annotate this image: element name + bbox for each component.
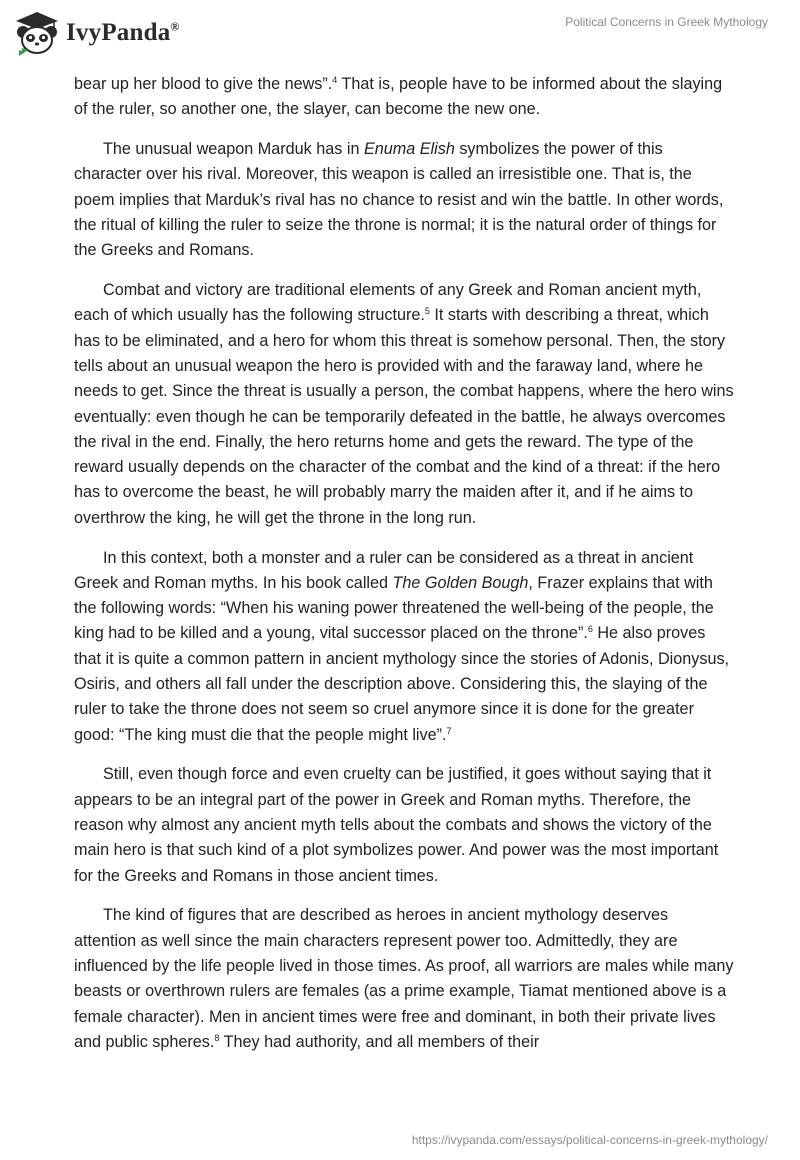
brand-name: IvyPanda® bbox=[66, 19, 180, 46]
italic-title: Enuma Elish bbox=[363, 140, 455, 159]
page-header bbox=[0, 0, 800, 66]
paragraph-6: The kind of figures that are described as heroes in ancient mythology deserves attention as well since the main characters represent power too. Admittedly, they are influenced by the life people lived in those times. As proof, all warriors are males while many beasts or overthrown rulers are females (as a prime example, Tiamat mentioned above is a female character). Men in ancient times were free and dominant, in both their private lives and public spheres.$^8$ They had authority, and all members of their bbox=[74, 906, 734, 1051]
paragraph-5: Still, even though force and even cruelty can be justified, it goes without saying that it appears to be an integral part of the power in Greek and Roman myths. Therefore, the reason why almost any ancient myth tells about the combats and shows the victory of the main hero is that such kind of a plot symbolizes power. And power was the most important for the Greeks and Romans in those ancient times. bbox=[74, 765, 719, 885]
footnote-ref-5[interactable]: 5 bbox=[424, 306, 430, 317]
paragraph-1: bear up her blood to give the news”.$^4$ That is, people have to be informed about the slaying of the ruler, so another one, the slayer, can become the new one. bbox=[74, 75, 723, 119]
paragraph-2: The unusual weapon Marduk has in Enuma Elish symbolizes the power of this character over his rival. Moreover, this weapon is called an irresistible one. That is, the poem implies that Marduk’s rival has no chance to resist and win the battle. In other words, the ritual of killing the ruler to seize the throne is normal; it is the natural order of things for the Greeks and Romans. bbox=[74, 140, 724, 260]
footnote-ref-4[interactable]: 4 bbox=[332, 75, 338, 85]
footnote-ref-7[interactable]: 7 bbox=[446, 725, 452, 736]
source-url[interactable]: https://ivypanda.com/essays/political-concerns-in-greek-mythology/ bbox=[411, 1133, 768, 1147]
panda-graduate-icon bbox=[14, 10, 60, 56]
registered-mark: ® bbox=[170, 19, 180, 34]
paragraph-3: Combat and victory are traditional elements of any Greek and Roman ancient myth, each of which usually has the following structure.$^5$ It starts with describing a threat, which has to be eliminated, and a hero for whom this threat is somehow personal. Then, the story tells about an unusual weapon the hero is provided with and the faraway land, where he needs to get. Since the threat is usually a person, the combat happens, where the hero wins eventually: even though he can be temporarily defeated in the battle, he always overcomes the rival in the end. Finally, the hero returns home and gets the reward. The type of the reward usually depends on the character of the combat and the kind of a threat: if the hero has to overcome the beast, he will probably marry the maiden after it, and if he aims to overthrow the king, he will get the throne in the long run. bbox=[74, 281, 734, 527]
essay-body bbox=[74, 72, 734, 1070]
footnote-ref-8[interactable]: 8 bbox=[214, 1032, 220, 1043]
italic-title: The Golden Bough bbox=[392, 573, 529, 592]
document-title: Political Concerns in Greek Mythology bbox=[565, 15, 768, 29]
footnote-ref-6[interactable]: 6 bbox=[587, 624, 593, 635]
paragraph-4: In this context, both a monster and a ruler can be considered as a threat in ancient Greek and Roman myths. In his book called The Golden Bough, Frazer explains that with the following words: “When his waning power threatened the well-being of the people, the king had to be killed and a young, vital successor placed on the throne”.$^6$ He also proves that it is quite a common pattern in ancient mythology since the stories of Adonis, Dionysus, Osiris, and others all fall under the description above. Considering this, the slaying of the ruler to take the throne does not seem so cruel anymore since it is done for the greater good: “The king must die that the people might live”.$^7$ bbox=[74, 548, 730, 744]
ivypanda-logo[interactable] bbox=[14, 10, 180, 56]
